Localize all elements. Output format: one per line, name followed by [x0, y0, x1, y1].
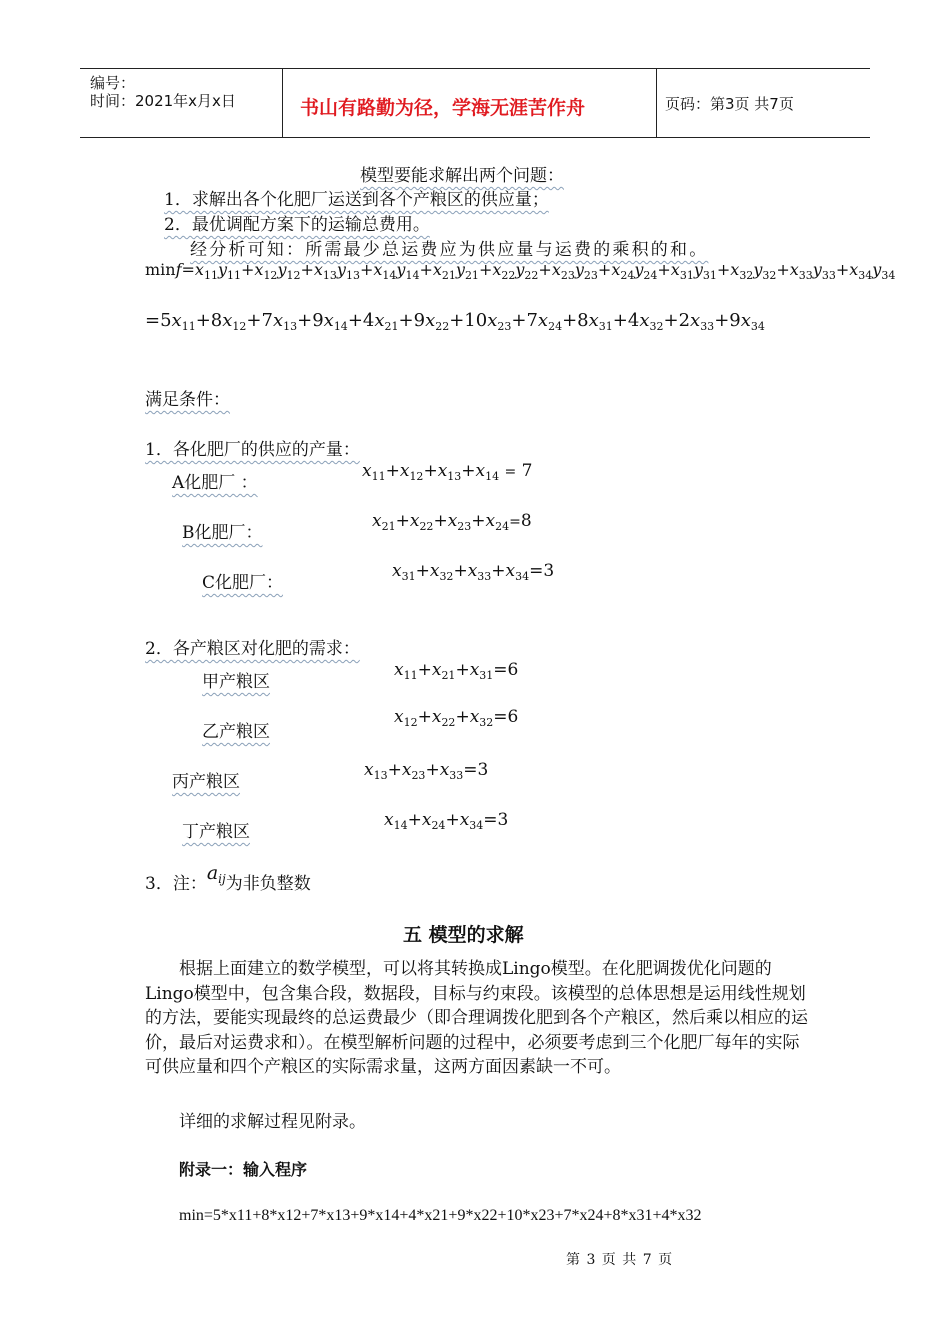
header-divider: [282, 69, 283, 137]
demand-equation-ding: $x_{14}+x_{24}+x_{34}=3$: [384, 810, 509, 832]
question-1: 1．求解出各个化肥厂运送到各个产粮区的供应量；: [164, 190, 549, 210]
section-paragraph: 根据上面建立的数学模型，可以将其转换成Lingo模型。在化肥调拨优化问题的Lingo模型中，包含集合段，数据段，目标与约束段。该模型的总体思想是运用线性规划的方法，要能实现最终的总运费最少（即合理调拨化肥到各个产粮区，然后乘以相应的运价，最后对运费求和）。在模型解析问题的过程中，必须要考虑到三个化肥厂每年的实际可供应量和四个产粮区的实际需求量，这两方面因素缺一不可。: [145, 959, 808, 1077]
code-line: min=5*x11+8*x12+7*x13+9*x14+4*x21+9*x22+10*x23+7*x24+8*x31+4*x32: [179, 1207, 702, 1224]
detail-note: 详细的求解过程见附录。: [179, 1112, 366, 1132]
header-motto: 书山有路勤为径，学海无涯苦作舟: [300, 97, 586, 119]
demand-equation-bing: $x_{13}+x_{23}+x_{33}=3$: [364, 760, 489, 782]
appendix-title: 附录一：输入程序: [179, 1160, 308, 1179]
demand-label-jia: 甲产粮区: [202, 672, 270, 692]
supply-equation-b: $x_{21}+x_{22}+x_{23}+x_{24}=8$: [372, 511, 532, 533]
model-intro: 模型要能求解出两个问题：: [360, 166, 564, 186]
demand-label-yi: 乙产粮区: [202, 722, 270, 742]
demand-equation-jia: $x_{11}+x_{21}+x_{31}=6$: [394, 660, 519, 682]
doc-number-label: 编号：: [90, 74, 136, 92]
demand-label-ding: 丁产粮区: [182, 822, 250, 842]
demand-label-bing: 丙产粮区: [172, 772, 240, 792]
objective-line-2: $=5x_{11}+8x_{12}+7x_{13}+9x_{14}+4x_{21}+9x_{22}+10x_{23}+7x_{24}+8x_{31}+4x_{32}+2x_{33}+9x_{34}$: [145, 310, 765, 333]
page-footer: 第 3 页 共 7 页: [566, 1252, 674, 1268]
analysis-text: 经分析可知：所需最少总运费应为供应量与运费的乘积的和。: [190, 240, 709, 260]
header-divider: [656, 69, 657, 137]
conditions-label: 满足条件：: [145, 390, 230, 410]
nonnegative-note: 3．注：$a_{ij}$为非负整数: [145, 862, 311, 894]
supply-equation-c: $x_{31}+x_{32}+x_{33}+x_{34}=3$: [392, 561, 555, 583]
supply-label-a: A化肥厂 ：: [172, 473, 258, 493]
doc-time-label: 时间：2021年x月x日: [90, 92, 236, 110]
supply-title: 1．各化肥厂的供应的产量：: [145, 440, 360, 460]
supply-label-b: B化肥厂：: [182, 523, 263, 543]
question-2: 2．最优调配方案下的运输总费用。: [164, 215, 430, 235]
page-indicator: 页码：第3页 共7页: [665, 95, 794, 113]
objective-line-1: $\min f=x_{11}y_{11}+x_{12}y_{12}+x_{13}y_{13}+x_{14}y_{14}+x_{21}y_{21}+x_{22}y_{22}+x_{23}y_{23}+x_{24}y_{24}+x_{31}y_{31}+x_{32}y_{32}+x_{33}y_{33}+x_{34}y_{34}$: [145, 260, 896, 282]
demand-title: 2．各产粮区对化肥的需求：: [145, 639, 360, 659]
demand-equation-yi: $x_{12}+x_{22}+x_{32}=6$: [394, 707, 519, 729]
section-title: 五 模型的求解: [403, 924, 524, 946]
supply-label-c: C化肥厂：: [202, 573, 284, 593]
supply-equation-a: $x_{11}+x_{12}+x_{13}+x_{14} = 7$: [362, 461, 533, 483]
